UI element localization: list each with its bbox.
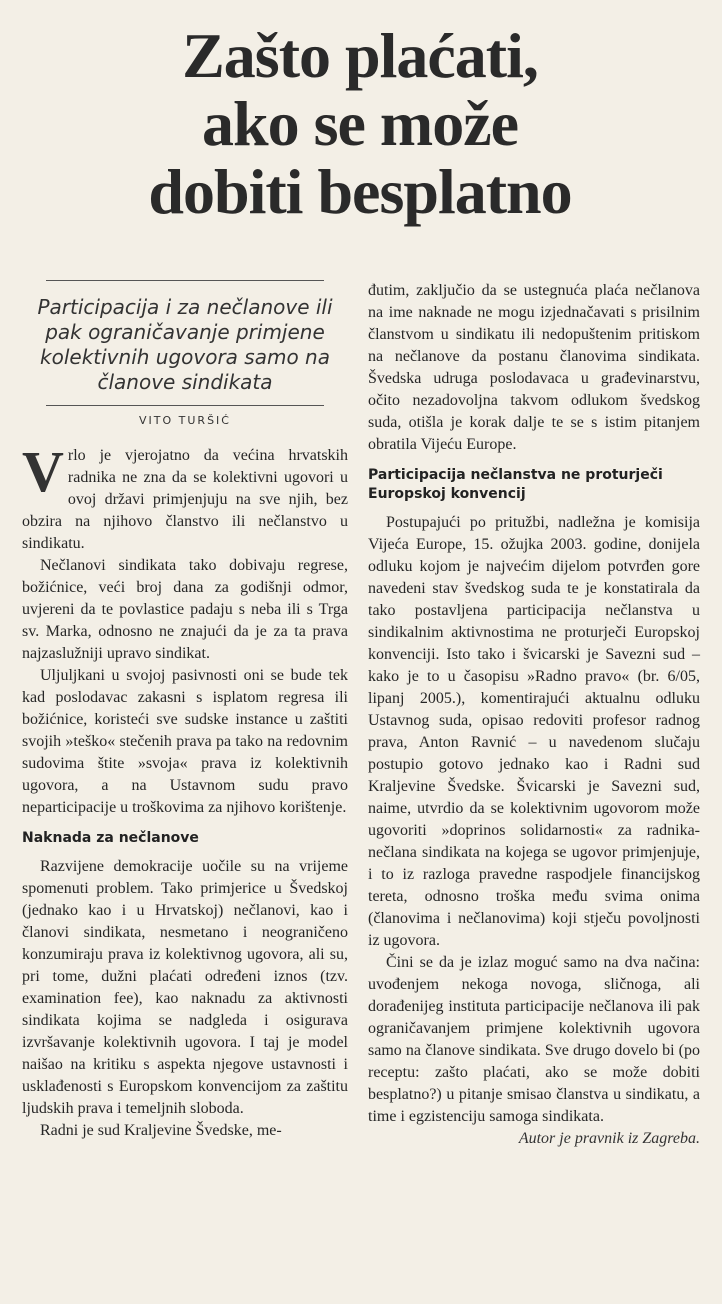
headline-line-1: Zašto plaćati, (182, 20, 538, 91)
paragraph: Razvijene demokracije uočile su na vrijeme spomenuti problem. Tako primjerice u Švedskoj (jednako kao i u Hrvatskoj) nečlanovi, kao i članovi sindikata, nesmetano i neograničeno konzumiraju prava iz kolektivnog ugovora, ali su, pri tome, dužni plaćati određeni iznos (tzv. examination fee), kao naknadu za aktivnosti sindikata kojima se nadgleda i osigurava izvršavanje kolektivnih ugovora. I taj je model naišao na kritiku s aspekta njegove ustavnosti i usklađenosti s Europskom konvencijom za zaštitu ljudskih prava i temeljnih sloboda. (22, 858, 348, 1117)
subheadline: Participacija i za nečlanove ili pak ograničavanje primjene kolektivnih ugovora samo na članove sindikata (37, 295, 333, 394)
paragraph: Uljuljkani u svojoj pasivnosti oni se bude tek kad poslodavac zakasni s isplatom regresa ili božićnice, koristeći sve sudske instance u zaštiti svojih »teško« stečenih prava pa tako na redovnim sudovima štite »svoja« prava iz kolektivnih ugovora, a na Ustavnom sudu pravo neparticipacije u troškovima za njihovo korištenje. (22, 667, 348, 816)
byline: VITO TURŠIĆ (139, 414, 231, 427)
right-column (368, 280, 700, 1148)
divider-top (46, 280, 324, 281)
headline (20, 22, 700, 226)
paragraph: Nečlanovi sindikata tako dobivaju regrese, božićnice, veći broj dana za godišnji odmor, uvjereni da te povlastice padaju s neba ili s Trga sv. Marka, odnosno ne znajući da je za ta prava najzaslužniji upravo sindikat. (22, 557, 348, 662)
headline-line-3: dobiti besplatno (148, 156, 572, 227)
section-heading-1: Naknada za nečlanove (22, 830, 199, 846)
continuation-paragraph: đutim, zaključio da se ustegnuća plaća nečlanova na ime naknade ne mogu izjednačavati s prisilnim članstvom u sindikatu ili nedopuštenim pritiskom na nečlanove da postanu članovima sindikata. Švedska udruga poslodavaca u građevinarstvu, očito nezadovoljna takvom odlukom švedskog suda, otišla je korak dalje te se s istim pitanjem obratila Vijeću Europe. (368, 282, 700, 453)
paragraph: Radni je sud Kraljevine Švedske, me- (40, 1122, 282, 1139)
paragraph: Čini se da je izlaz moguć samo na dva načina: uvođenjem nekoga novoga, sličnoga, ali dorađenijeg instituta participacije nečlanova ili pak ograničavanjem primjene kolektivnih ugovora samo na članove sindikata. Sve drugo dovelo bi (po receptu: zašto plaćati, ako se može dobiti besplatno?) u pitanje smisao članstva u sindikatu, a time i egzistenciju samoga sindikata. (368, 954, 700, 1125)
paragraph: Postupajući po pritužbi, nadležna je komisija Vijeća Europe, 15. ožujka 2003. godine, donijela odluku kojom je najvećim dijelom potvrđen gore navedeni stav švedskog suda te je konstatirala da tako postavljena participacija nečlanstva u sindikalnim aktivnostima ne proturječi Europskoj konvenciji. Isto tako i švicarski je Savezni sud – kako je to u časopisu »Radno pravo« (br. 6/05, lipanj 2005.), komentirajući aktualnu odluku Ustavnog suda, opisao redoviti profesor radnog prava, Anton Ravnić – u navedenom slučaju postupio gotovo jednako kao i Radni sud Kraljevine Švedske. Švicarski je Savezni sud, naime, utvrdio da se kolektivnim ugovorom može ugovoriti »doprinos solidarnosti« za radnika-nečlana sindikata na kojega se ugovor primjenjuje, i to iz razloga pravedne raspodjele financijskog tereta, odnosno troška među svima onima (članovima i nečlanovima) koji stječu povoljnosti iz ugovora. (368, 514, 700, 949)
left-column (22, 280, 348, 1142)
divider-byline (46, 405, 324, 406)
intro-paragraph (22, 439, 348, 555)
author-note: Autor je pravnik iz Zagreba. (518, 1130, 700, 1147)
intro-text: rlo je vjerojatno da većina hrvatskih radnika ne zna da se kolektivni ugovori u ovoj državi primjenjuju na sve njih, bez obzira na njihovo članstvo ili nečlanstvo u sindikatu. (22, 447, 348, 552)
dropcap-letter: V (22, 439, 64, 504)
section-heading-2: Participacija nečlanstva ne proturječi Europskoj konvencij (368, 467, 663, 502)
headline-line-2: ako se može (201, 88, 519, 159)
